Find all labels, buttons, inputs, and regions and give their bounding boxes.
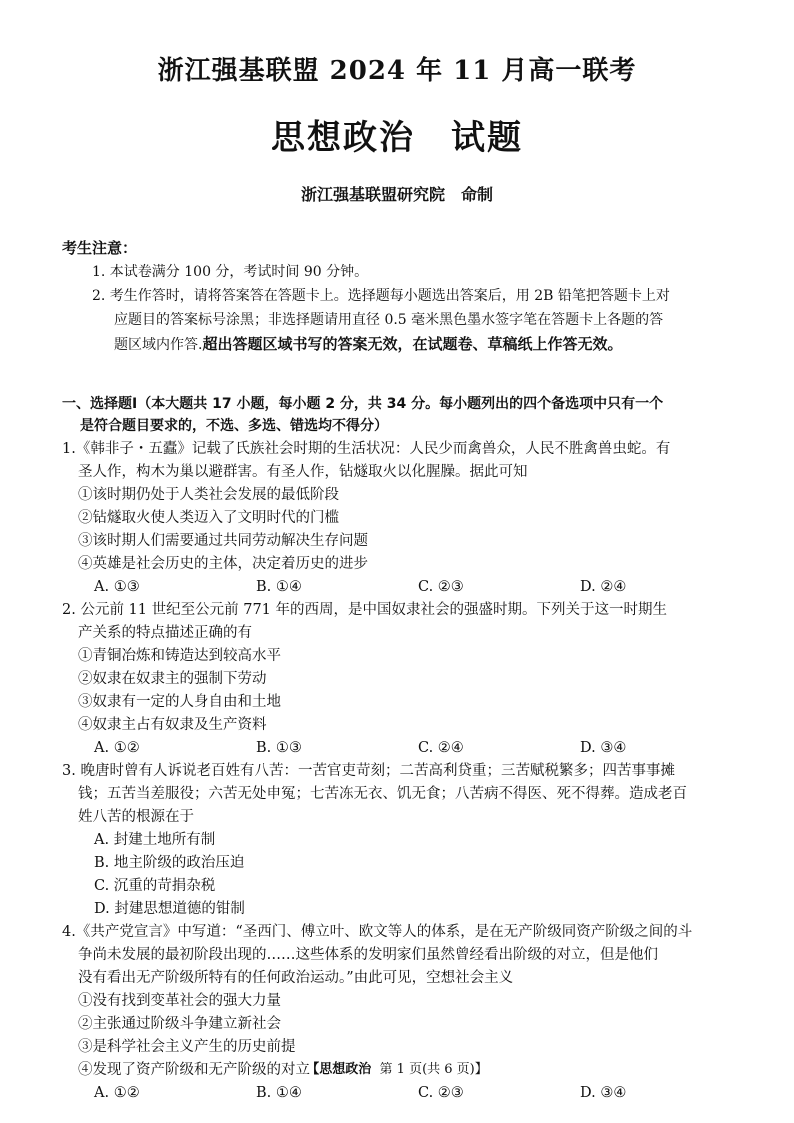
subject-title: 思想政治 试题 (271, 118, 523, 158)
notice-item-2-warning: 超出答题区域书写的答案无效，在试题卷、草稿纸上作答无效。 (202, 335, 623, 353)
option-b: B. 地主阶级的政治压迫 (94, 855, 245, 871)
statement: ①没有找到变革社会的强大力量 (78, 993, 281, 1009)
answer-options (62, 1082, 742, 1105)
question-2 (62, 599, 742, 760)
stem-line: 姓八苦的根源在于 (78, 809, 194, 825)
section-heading-line-1: 一、选择题Ⅰ（本大题共 17 小题，每小题 2 分，共 34 分。每小题列出的四个备选项中只有一个 (62, 396, 664, 412)
question-4 (62, 921, 742, 1105)
page-footer (0, 1058, 794, 1077)
answer-options (62, 737, 742, 760)
statement: ③该时期人们需要通过共同劳动解决生存问题 (78, 533, 368, 549)
stem-line: 钱；五苦当差服役；六苦无处申冤；七苦冻无衣、饥无食；八苦病不得医、死不得葬。造成老百 (78, 786, 687, 802)
statement: ①青铜冶炼和铸造达到较高水平 (78, 648, 281, 664)
option-a: A. ①③ (94, 579, 140, 595)
option-c: C. ②③ (418, 579, 464, 595)
stem-line: 1.《韩非子・五蠹》记载了氏族社会时期的生活状况：人民少而禽兽众，人民不胜禽兽虫蛇。有 (62, 441, 671, 457)
question-3 (62, 760, 742, 921)
statement: ②奴隶在奴隶主的强制下劳动 (78, 671, 267, 687)
statement: ④英雄是社会历史的主体，决定着历史的进步 (78, 556, 368, 572)
stem-line: 4.《共产党宣言》中写道：“圣西门、傅立叶、欧文等人的体系，是在无产阶级同资产阶级之间的斗 (62, 924, 693, 940)
option-d: D. ③④ (580, 1085, 627, 1101)
question-stem (62, 599, 742, 645)
notice-item-2-line-3: 题区域内作答. (114, 337, 203, 353)
stem-line: 没有看出无产阶级所特有的任何政治运动。”由此可见，空想社会主义 (78, 970, 514, 986)
stem-line: 产关系的特点描述正确的有 (78, 625, 252, 641)
option-a: A. ①② (94, 740, 140, 756)
stem-line: 争尚未发展的最初阶段出现的……这些体系的发明家们虽然曾经看出阶级的对立，但是他们 (78, 947, 658, 963)
option-c: C. ②③ (418, 1085, 464, 1101)
option-a: A. ①② (94, 1085, 140, 1101)
statement: ③奴隶有一定的人身自由和土地 (78, 694, 281, 710)
option-a: A. 封建土地所有制 (94, 832, 216, 848)
statement: ④奴隶主占有奴隶及生产资料 (78, 717, 267, 733)
stem-line: 3. 晚唐时曾有人诉说老百姓有八苦：一苦官吏苛刻；二苦高利贷重；三苦赋税繁多；四苦事事摊 (62, 763, 675, 779)
maker-line: 浙江强基联盟研究院 命制 (300, 185, 493, 204)
notice-item-2-line-1: 2. 考生作答时，请将答案答在答题卡上。选择题每小题选出答案后，用 2B 铅笔把答题卡上对 (92, 288, 670, 304)
statement: ②主张通过阶级斗争建立新社会 (78, 1016, 281, 1032)
question-stem (62, 760, 742, 829)
section-heading (62, 393, 742, 437)
question-1 (62, 438, 742, 599)
candidate-notice (62, 236, 742, 357)
notice-heading: 考生注意： (62, 239, 138, 257)
exam-title: 浙江强基联盟 2024 年 11 月高一联考 (157, 56, 637, 86)
statement: ④发现了资产阶级和无产阶级的对立 (78, 1062, 310, 1078)
answer-options (62, 829, 742, 921)
question-list (62, 438, 742, 1105)
notice-item-2-line-2: 应题目的答案标号涂黑；非选择题请用直径 0.5 毫米黑色墨水签字笔在答题卡上各题的答 (114, 312, 664, 328)
answer-options (62, 576, 742, 599)
option-d: D. 封建思想道德的钳制 (94, 901, 245, 917)
option-b: B. ①④ (256, 579, 302, 595)
notice-item-2 (62, 284, 742, 357)
question-stem (62, 921, 742, 990)
question-stem (62, 438, 742, 484)
option-c: C. 沉重的苛捐杂税 (94, 878, 216, 894)
stem-line: 圣人作，构木为巢以避群害。有圣人作，钻燧取火以化腥臊。据此可知 (78, 464, 528, 480)
stem-line: 2. 公元前 11 世纪至公元前 771 年的西周，是中国奴隶社会的强盛时期。下列关于这一时期生 (62, 602, 668, 618)
option-b: B. ①③ (256, 740, 302, 756)
footer-page-number: 第 1 页(共 6 页)】 (379, 1062, 488, 1077)
option-d: D. ②④ (580, 579, 627, 595)
notice-item-1: 1. 本试卷满分 100 分，考试时间 90 分钟。 (92, 264, 369, 280)
option-d: D. ③④ (580, 740, 627, 756)
statement: ②钻燧取火使人类迈入了文明时代的门槛 (78, 510, 339, 526)
option-c: C. ②④ (418, 740, 464, 756)
section-heading-line-2: 是符合题目要求的，不选、多选、错选均不得分） (80, 418, 388, 434)
option-b: B. ①④ (256, 1085, 302, 1101)
statement: ③是科学社会主义产生的历史前提 (78, 1039, 296, 1055)
footer-subject: 【思想政治 (306, 1062, 372, 1077)
statement: ①该时期仍处于人类社会发展的最低阶段 (78, 487, 339, 503)
